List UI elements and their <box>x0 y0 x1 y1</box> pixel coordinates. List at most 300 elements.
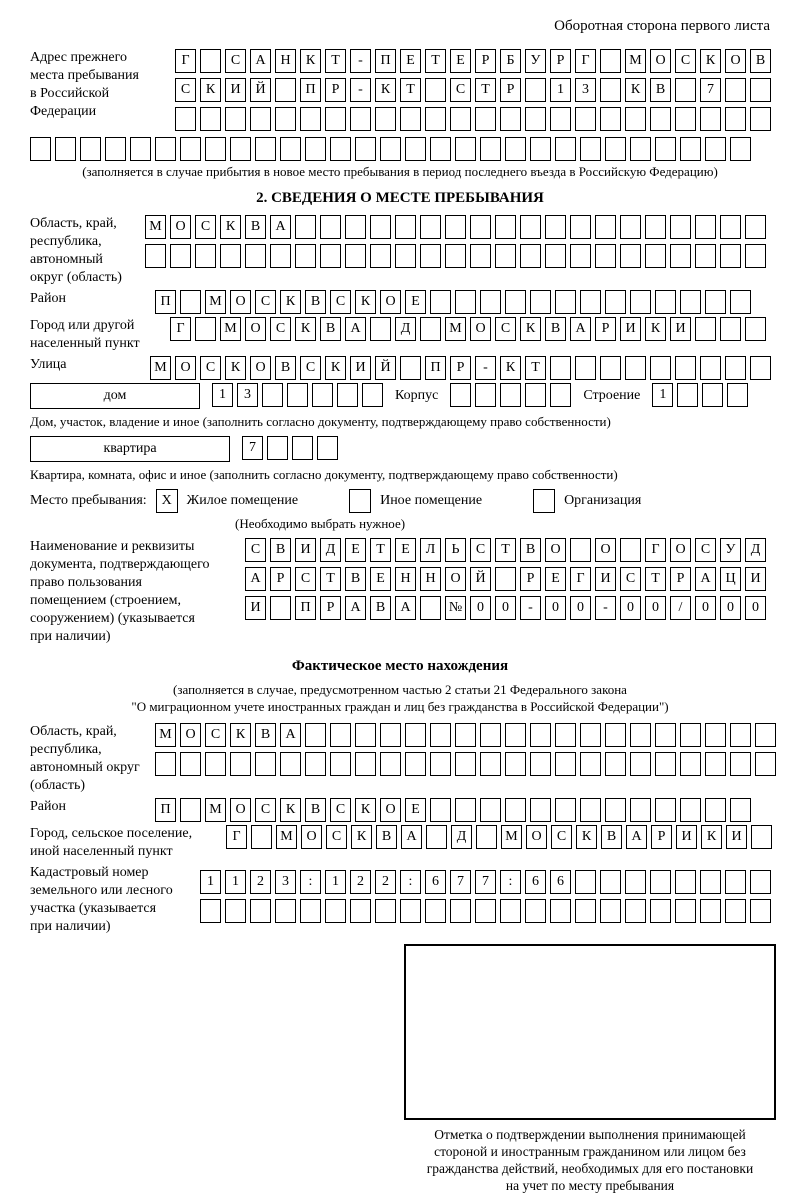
char-cell[interactable] <box>305 752 326 776</box>
char-cell[interactable] <box>505 798 526 822</box>
char-cell[interactable] <box>425 78 446 102</box>
char-cell[interactable]: К <box>225 356 246 380</box>
char-cell[interactable]: В <box>320 317 341 341</box>
char-cell[interactable]: 1 <box>200 870 221 894</box>
char-cell[interactable]: М <box>220 317 241 341</box>
char-cell[interactable]: О <box>230 290 251 314</box>
char-cell[interactable] <box>476 825 497 849</box>
char-cell[interactable] <box>355 137 376 161</box>
char-cell[interactable] <box>380 137 401 161</box>
char-cell[interactable]: С <box>326 825 347 849</box>
char-cell[interactable] <box>595 215 616 239</box>
char-cell[interactable] <box>555 290 576 314</box>
apartment-type-box[interactable]: квартира <box>30 436 230 462</box>
char-cell[interactable] <box>251 825 272 849</box>
char-cell[interactable]: Г <box>175 49 196 73</box>
char-cell[interactable]: 0 <box>495 596 516 620</box>
char-cell[interactable] <box>620 244 641 268</box>
char-cell[interactable] <box>555 137 576 161</box>
char-cell[interactable] <box>700 899 721 923</box>
char-cell[interactable]: Р <box>550 49 571 73</box>
char-cell[interactable] <box>480 752 501 776</box>
char-cell[interactable] <box>755 723 776 747</box>
char-cell[interactable]: П <box>155 798 176 822</box>
char-cell[interactable] <box>292 436 313 460</box>
char-cell[interactable] <box>550 383 571 407</box>
char-cell[interactable]: О <box>250 356 271 380</box>
char-cell[interactable]: О <box>595 538 616 562</box>
char-cell[interactable] <box>505 752 526 776</box>
char-cell[interactable] <box>170 244 191 268</box>
char-cell[interactable] <box>655 752 676 776</box>
char-cell[interactable]: С <box>470 538 491 562</box>
char-cell[interactable] <box>480 137 501 161</box>
char-cell[interactable] <box>55 137 76 161</box>
char-cell[interactable] <box>205 137 226 161</box>
char-cell[interactable]: А <box>570 317 591 341</box>
char-cell[interactable] <box>295 244 316 268</box>
char-cell[interactable]: В <box>601 825 622 849</box>
char-cell[interactable]: Т <box>495 538 516 562</box>
char-cell[interactable]: К <box>700 49 721 73</box>
char-cell[interactable]: И <box>225 78 246 102</box>
char-cell[interactable] <box>495 215 516 239</box>
char-cell[interactable] <box>605 798 626 822</box>
char-cell[interactable]: К <box>220 215 241 239</box>
char-cell[interactable] <box>505 290 526 314</box>
char-cell[interactable]: - <box>520 596 541 620</box>
char-cell[interactable] <box>625 107 646 131</box>
char-cell[interactable] <box>705 798 726 822</box>
char-cell[interactable]: № <box>445 596 466 620</box>
char-cell[interactable] <box>630 137 651 161</box>
char-cell[interactable]: С <box>295 567 316 591</box>
char-cell[interactable] <box>325 107 346 131</box>
char-cell[interactable] <box>605 723 626 747</box>
char-cell[interactable] <box>455 137 476 161</box>
char-cell[interactable]: Д <box>451 825 472 849</box>
char-cell[interactable] <box>645 215 666 239</box>
char-cell[interactable] <box>650 870 671 894</box>
char-cell[interactable] <box>630 290 651 314</box>
char-cell[interactable]: Н <box>420 567 441 591</box>
char-cell[interactable] <box>525 107 546 131</box>
char-cell[interactable] <box>380 723 401 747</box>
char-cell[interactable]: К <box>355 290 376 314</box>
char-cell[interactable] <box>195 244 216 268</box>
char-cell[interactable]: Л <box>420 538 441 562</box>
char-cell[interactable] <box>430 723 451 747</box>
char-cell[interactable]: С <box>195 215 216 239</box>
char-cell[interactable]: С <box>330 798 351 822</box>
char-cell[interactable] <box>155 137 176 161</box>
char-cell[interactable] <box>625 356 646 380</box>
char-cell[interactable]: Р <box>670 567 691 591</box>
char-cell[interactable] <box>680 723 701 747</box>
char-cell[interactable]: А <box>270 215 291 239</box>
char-cell[interactable]: А <box>626 825 647 849</box>
char-cell[interactable]: 1 <box>225 870 246 894</box>
char-cell[interactable]: М <box>501 825 522 849</box>
char-cell[interactable] <box>625 870 646 894</box>
char-cell[interactable]: И <box>295 538 316 562</box>
char-cell[interactable] <box>300 899 321 923</box>
char-cell[interactable]: С <box>200 356 221 380</box>
char-cell[interactable] <box>520 244 541 268</box>
char-cell[interactable] <box>250 899 271 923</box>
char-cell[interactable] <box>675 356 696 380</box>
char-cell[interactable] <box>130 137 151 161</box>
char-cell[interactable]: К <box>280 798 301 822</box>
char-cell[interactable]: 6 <box>550 870 571 894</box>
char-cell[interactable] <box>420 317 441 341</box>
char-cell[interactable] <box>400 356 421 380</box>
char-cell[interactable]: Т <box>645 567 666 591</box>
char-cell[interactable]: Т <box>400 78 421 102</box>
char-cell[interactable] <box>605 752 626 776</box>
char-cell[interactable] <box>400 899 421 923</box>
char-cell[interactable]: Н <box>275 49 296 73</box>
char-cell[interactable] <box>705 290 726 314</box>
char-cell[interactable] <box>475 899 496 923</box>
char-cell[interactable] <box>600 899 621 923</box>
char-cell[interactable] <box>262 383 283 407</box>
char-cell[interactable]: Р <box>595 317 616 341</box>
char-cell[interactable] <box>727 383 748 407</box>
char-cell[interactable]: Д <box>745 538 766 562</box>
char-cell[interactable] <box>370 215 391 239</box>
char-cell[interactable]: О <box>380 798 401 822</box>
char-cell[interactable]: Т <box>320 567 341 591</box>
char-cell[interactable] <box>295 215 316 239</box>
char-cell[interactable]: О <box>470 317 491 341</box>
char-cell[interactable] <box>705 723 726 747</box>
char-cell[interactable]: С <box>225 49 246 73</box>
checkbox-residential[interactable]: X <box>156 489 178 513</box>
char-cell[interactable] <box>180 290 201 314</box>
char-cell[interactable]: - <box>350 78 371 102</box>
char-cell[interactable]: О <box>725 49 746 73</box>
char-cell[interactable] <box>426 825 447 849</box>
char-cell[interactable]: К <box>500 356 521 380</box>
char-cell[interactable] <box>670 215 691 239</box>
char-cell[interactable] <box>525 78 546 102</box>
char-cell[interactable]: П <box>155 290 176 314</box>
char-cell[interactable] <box>400 107 421 131</box>
char-cell[interactable] <box>250 107 271 131</box>
char-cell[interactable]: М <box>145 215 166 239</box>
char-cell[interactable] <box>305 137 326 161</box>
char-cell[interactable] <box>570 215 591 239</box>
char-cell[interactable] <box>445 244 466 268</box>
char-cell[interactable] <box>555 723 576 747</box>
char-cell[interactable]: Г <box>570 567 591 591</box>
char-cell[interactable] <box>680 137 701 161</box>
char-cell[interactable]: К <box>300 49 321 73</box>
char-cell[interactable] <box>630 752 651 776</box>
char-cell[interactable]: 3 <box>275 870 296 894</box>
char-cell[interactable] <box>645 244 666 268</box>
char-cell[interactable] <box>105 137 126 161</box>
char-cell[interactable] <box>530 290 551 314</box>
char-cell[interactable]: : <box>500 870 521 894</box>
char-cell[interactable]: 3 <box>237 383 258 407</box>
char-cell[interactable]: Р <box>651 825 672 849</box>
char-cell[interactable] <box>655 798 676 822</box>
char-cell[interactable] <box>750 899 771 923</box>
char-cell[interactable] <box>755 752 776 776</box>
char-cell[interactable] <box>725 356 746 380</box>
char-cell[interactable] <box>595 244 616 268</box>
char-cell[interactable]: Т <box>425 49 446 73</box>
char-cell[interactable] <box>345 244 366 268</box>
char-cell[interactable]: Г <box>226 825 247 849</box>
char-cell[interactable] <box>600 356 621 380</box>
char-cell[interactable] <box>225 107 246 131</box>
char-cell[interactable]: Р <box>475 49 496 73</box>
char-cell[interactable] <box>725 107 746 131</box>
char-cell[interactable] <box>655 137 676 161</box>
char-cell[interactable] <box>280 137 301 161</box>
char-cell[interactable] <box>470 244 491 268</box>
char-cell[interactable] <box>730 290 751 314</box>
char-cell[interactable]: Ц <box>720 567 741 591</box>
char-cell[interactable]: С <box>245 538 266 562</box>
char-cell[interactable] <box>745 244 766 268</box>
char-cell[interactable]: Е <box>400 49 421 73</box>
char-cell[interactable] <box>145 244 166 268</box>
char-cell[interactable] <box>495 567 516 591</box>
char-cell[interactable] <box>395 215 416 239</box>
char-cell[interactable] <box>305 723 326 747</box>
char-cell[interactable] <box>555 752 576 776</box>
char-cell[interactable] <box>430 752 451 776</box>
char-cell[interactable]: Е <box>405 798 426 822</box>
char-cell[interactable]: 0 <box>470 596 491 620</box>
char-cell[interactable] <box>420 596 441 620</box>
char-cell[interactable] <box>575 356 596 380</box>
char-cell[interactable] <box>702 383 723 407</box>
char-cell[interactable]: О <box>245 317 266 341</box>
char-cell[interactable] <box>480 798 501 822</box>
char-cell[interactable] <box>330 137 351 161</box>
char-cell[interactable] <box>750 107 771 131</box>
char-cell[interactable] <box>675 870 696 894</box>
char-cell[interactable] <box>180 798 201 822</box>
char-cell[interactable]: С <box>450 78 471 102</box>
char-cell[interactable] <box>455 798 476 822</box>
char-cell[interactable]: В <box>376 825 397 849</box>
char-cell[interactable] <box>155 752 176 776</box>
char-cell[interactable] <box>530 798 551 822</box>
char-cell[interactable] <box>245 244 266 268</box>
char-cell[interactable]: Т <box>475 78 496 102</box>
char-cell[interactable] <box>655 290 676 314</box>
char-cell[interactable]: К <box>645 317 666 341</box>
char-cell[interactable]: У <box>525 49 546 73</box>
char-cell[interactable]: 7 <box>242 436 263 460</box>
char-cell[interactable] <box>677 383 698 407</box>
checkbox-other-premises[interactable] <box>349 489 371 513</box>
char-cell[interactable]: П <box>300 78 321 102</box>
char-cell[interactable]: Р <box>520 567 541 591</box>
char-cell[interactable] <box>500 383 521 407</box>
char-cell[interactable] <box>650 899 671 923</box>
char-cell[interactable] <box>480 290 501 314</box>
char-cell[interactable]: И <box>595 567 616 591</box>
char-cell[interactable] <box>500 899 521 923</box>
char-cell[interactable]: К <box>351 825 372 849</box>
char-cell[interactable]: В <box>345 567 366 591</box>
char-cell[interactable] <box>700 107 721 131</box>
char-cell[interactable]: И <box>350 356 371 380</box>
char-cell[interactable]: К <box>325 356 346 380</box>
char-cell[interactable]: Р <box>270 567 291 591</box>
char-cell[interactable] <box>545 244 566 268</box>
char-cell[interactable] <box>200 49 221 73</box>
char-cell[interactable] <box>430 290 451 314</box>
char-cell[interactable]: Е <box>450 49 471 73</box>
char-cell[interactable]: С <box>270 317 291 341</box>
char-cell[interactable]: 0 <box>545 596 566 620</box>
char-cell[interactable] <box>745 215 766 239</box>
char-cell[interactable]: О <box>545 538 566 562</box>
char-cell[interactable] <box>745 317 766 341</box>
char-cell[interactable] <box>650 356 671 380</box>
char-cell[interactable]: 7 <box>700 78 721 102</box>
char-cell[interactable] <box>655 723 676 747</box>
char-cell[interactable] <box>405 137 426 161</box>
char-cell[interactable] <box>470 215 491 239</box>
char-cell[interactable]: О <box>175 356 196 380</box>
char-cell[interactable]: Д <box>320 538 341 562</box>
char-cell[interactable]: Р <box>450 356 471 380</box>
char-cell[interactable]: К <box>280 290 301 314</box>
char-cell[interactable]: П <box>375 49 396 73</box>
char-cell[interactable]: 0 <box>570 596 591 620</box>
char-cell[interactable] <box>695 215 716 239</box>
char-cell[interactable]: М <box>205 798 226 822</box>
char-cell[interactable] <box>445 215 466 239</box>
char-cell[interactable]: Г <box>575 49 596 73</box>
char-cell[interactable]: О <box>170 215 191 239</box>
char-cell[interactable] <box>680 290 701 314</box>
char-cell[interactable]: Д <box>395 317 416 341</box>
char-cell[interactable] <box>30 137 51 161</box>
char-cell[interactable]: С <box>695 538 716 562</box>
char-cell[interactable] <box>530 723 551 747</box>
char-cell[interactable]: В <box>650 78 671 102</box>
char-cell[interactable] <box>475 107 496 131</box>
char-cell[interactable]: Г <box>645 538 666 562</box>
char-cell[interactable]: 1 <box>212 383 233 407</box>
char-cell[interactable] <box>620 538 641 562</box>
char-cell[interactable]: : <box>300 870 321 894</box>
char-cell[interactable]: 0 <box>620 596 641 620</box>
char-cell[interactable]: Т <box>525 356 546 380</box>
char-cell[interactable] <box>195 317 216 341</box>
char-cell[interactable] <box>600 870 621 894</box>
char-cell[interactable] <box>530 137 551 161</box>
char-cell[interactable] <box>205 752 226 776</box>
char-cell[interactable] <box>480 723 501 747</box>
char-cell[interactable]: К <box>355 798 376 822</box>
char-cell[interactable] <box>267 436 288 460</box>
char-cell[interactable] <box>450 899 471 923</box>
char-cell[interactable] <box>600 78 621 102</box>
char-cell[interactable]: Е <box>545 567 566 591</box>
char-cell[interactable] <box>550 356 571 380</box>
char-cell[interactable] <box>275 78 296 102</box>
char-cell[interactable] <box>695 244 716 268</box>
char-cell[interactable] <box>725 870 746 894</box>
char-cell[interactable] <box>500 107 521 131</box>
char-cell[interactable] <box>700 356 721 380</box>
char-cell[interactable] <box>605 137 626 161</box>
char-cell[interactable] <box>455 752 476 776</box>
char-cell[interactable] <box>180 137 201 161</box>
char-cell[interactable] <box>600 107 621 131</box>
char-cell[interactable] <box>355 752 376 776</box>
char-cell[interactable]: Т <box>325 49 346 73</box>
char-cell[interactable]: И <box>745 567 766 591</box>
char-cell[interactable]: 6 <box>525 870 546 894</box>
char-cell[interactable] <box>450 383 471 407</box>
char-cell[interactable] <box>330 723 351 747</box>
char-cell[interactable]: 0 <box>695 596 716 620</box>
char-cell[interactable]: Й <box>250 78 271 102</box>
char-cell[interactable] <box>730 723 751 747</box>
char-cell[interactable] <box>505 723 526 747</box>
char-cell[interactable] <box>675 78 696 102</box>
char-cell[interactable]: 2 <box>250 870 271 894</box>
char-cell[interactable]: О <box>230 798 251 822</box>
char-cell[interactable] <box>680 752 701 776</box>
char-cell[interactable] <box>575 899 596 923</box>
char-cell[interactable]: А <box>280 723 301 747</box>
char-cell[interactable]: 6 <box>425 870 446 894</box>
char-cell[interactable] <box>380 752 401 776</box>
char-cell[interactable] <box>325 899 346 923</box>
char-cell[interactable]: : <box>400 870 421 894</box>
char-cell[interactable] <box>395 244 416 268</box>
char-cell[interactable] <box>350 899 371 923</box>
char-cell[interactable] <box>405 723 426 747</box>
house-type-box[interactable]: дом <box>30 383 200 409</box>
char-cell[interactable]: С <box>620 567 641 591</box>
char-cell[interactable] <box>475 383 496 407</box>
char-cell[interactable]: П <box>295 596 316 620</box>
char-cell[interactable] <box>230 752 251 776</box>
char-cell[interactable] <box>630 723 651 747</box>
char-cell[interactable]: Е <box>395 538 416 562</box>
char-cell[interactable]: - <box>595 596 616 620</box>
checkbox-organization[interactable] <box>533 489 555 513</box>
char-cell[interactable]: О <box>445 567 466 591</box>
char-cell[interactable] <box>580 723 601 747</box>
char-cell[interactable] <box>695 317 716 341</box>
char-cell[interactable] <box>425 107 446 131</box>
char-cell[interactable] <box>320 215 341 239</box>
char-cell[interactable] <box>280 752 301 776</box>
char-cell[interactable] <box>720 215 741 239</box>
char-cell[interactable]: М <box>445 317 466 341</box>
char-cell[interactable] <box>725 78 746 102</box>
char-cell[interactable]: С <box>255 290 276 314</box>
char-cell[interactable]: 1 <box>550 78 571 102</box>
char-cell[interactable]: Р <box>325 78 346 102</box>
char-cell[interactable] <box>525 383 546 407</box>
